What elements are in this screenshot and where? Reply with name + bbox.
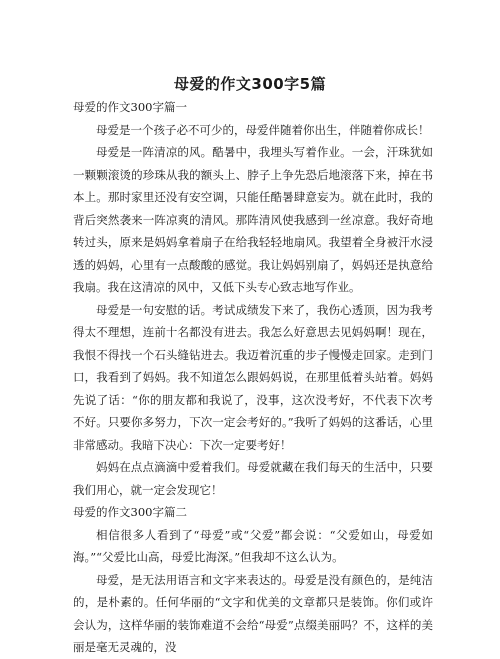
paragraph: 相信很多人看到了“母爱”或“父爱”都会说：“父爱如山，母爱如海。”“父爱比山高，母爱比海深。”但我却不这么认为。 — [73, 527, 433, 564]
paragraph: 母爱是一阵清凉的风。酷暑中，我埋头写着作业。一会，汗珠犹如一颗颗滚烫的珍珠从我的额头上、脖子上争先恐后地滚落下来，掉在书本上。那时家里还没有安空调，只能任酷暑肆意妄为。就在此时，我的背后突然袭来一阵凉爽的清风。那阵清风使我感到一丝凉意。我好奇地转过头，原来是妈妈拿着扇子在给我轻轻地扇风。我望着全身被汗水浸透的妈妈，心里有一点酸酸的感觉。我让妈妈别扇了，妈妈还是执意给我扇。我在这清凉的风中，又低下头专心致志地写作业。 — [73, 145, 433, 294]
section-heading: 母爱的作文300字篇二 — [73, 505, 187, 519]
paragraph: 母爱是一个孩子必不可少的，母爱伴随着你出生，伴随着你成长！ — [96, 122, 430, 137]
paragraph: 妈妈在点点滴滴中爱着我们。母爱就藏在我们每天的生活中，只要我们用心，就一定会发现它！ — [73, 460, 433, 497]
document-body — [73, 96, 433, 659]
document-title: 母爱的作文300字5篇 — [173, 75, 327, 93]
paragraph: 母爱，是无法用语言和文字来表达的。母爱是没有颜色的，是纯洁的，是朴素的。任何华丽的“文字和优美的文章都只是装饰。你们或许会认为，这样华丽的装饰难道不会给“母爱”点缀美丽吗？不，这样的美丽是毫无灵魂的，没 — [73, 572, 433, 654]
section-heading: 母爱的作文300字篇一 — [73, 100, 187, 114]
paragraph: 母爱是一句安慰的话。考试成绩发下来了，我伤心透顶，因为我考得太不理想，连前十名都没有进去。我怎么好意思去见妈妈啊！现在，我恨不得找一个石头缝钻进去。我迈着沉重的步子慢慢走回家。走到门口，我看到了妈妈。我不知道怎么跟妈妈说，在那里低着头站着。妈妈先说了话：“你的朋友都和我说了，没事，这次没考好，不代表下次考不好。只要你多努力，下次一定会考好的。”我听了妈妈的这番话，心里非常感动。我暗下决心：下次一定要考好！ — [73, 302, 433, 452]
